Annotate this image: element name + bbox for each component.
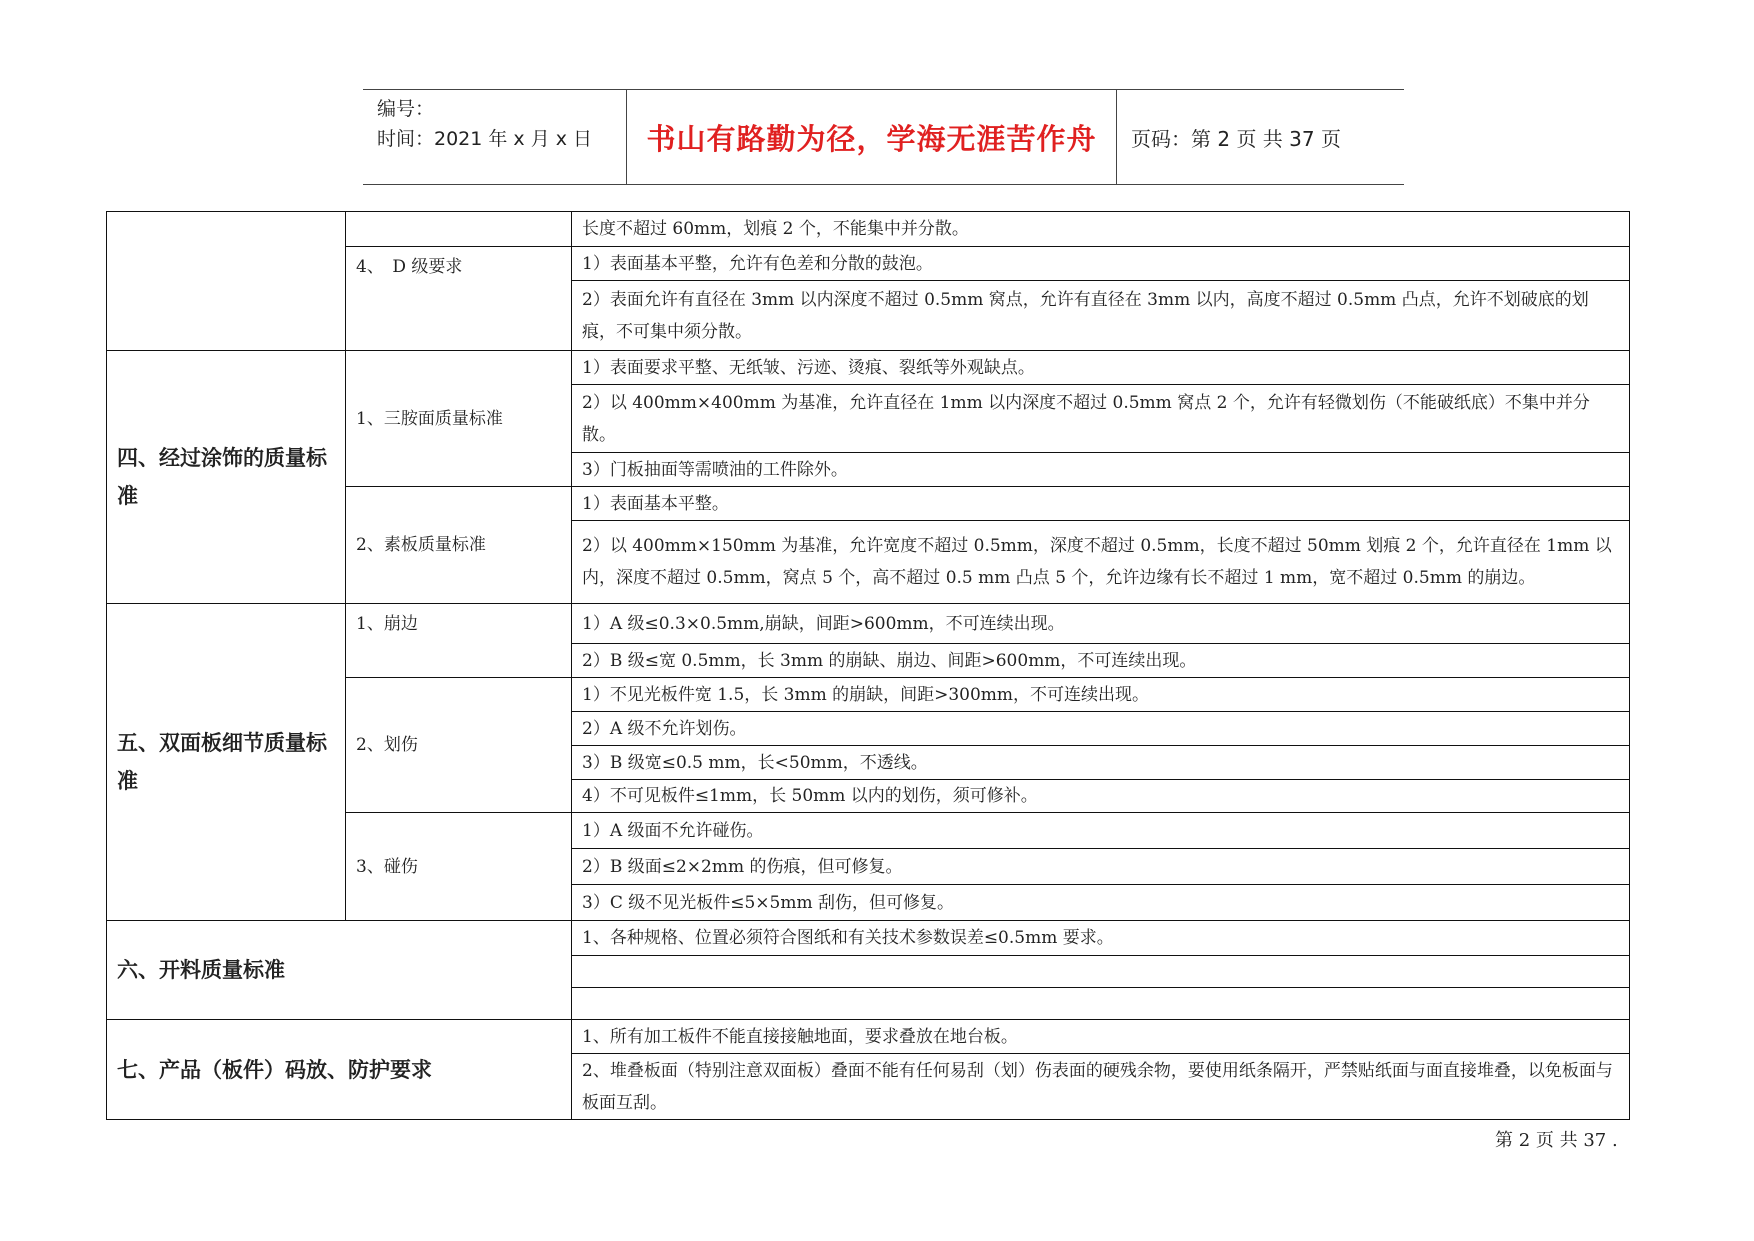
document-number-label: 编号： (377, 98, 435, 120)
subsection-d-grade: 4、 D 级要求 (346, 247, 572, 351)
table-row-text: 2、堆叠板面（特别注意双面板）叠面不能有任何易刮（划）伤表面的硬残余物，要使用纸条隔开，严禁贴纸面与面直接堆叠，以免板面与板面互刮。 (572, 1054, 1630, 1120)
table-row-text: 1）A 级≤0.3×0.5mm,崩缺，间距>600mm，不可连续出现。 (572, 604, 1630, 644)
table-row-text: 1、各种规格、位置必须符合图纸和有关技术参数误差≤0.5mm 要求。 (572, 921, 1630, 956)
table-row-text: 2）以 400mm×150mm 为基准，允许宽度不超过 0.5mm，深度不超过 0.5mm，长度不超过 50mm 划痕 2 个，允许直径在 1mm 以内，深度不超过 0.5mm，窝点 5 个，高不超过 0.5 mm 凸点 5 个，允许边缘有长不超过 1 mm，宽不超过 0.5mm 的崩边。 (572, 521, 1630, 604)
page-footer: 第 2 页 共 37 . (1495, 1130, 1618, 1151)
table-row-text: 1）表面要求平整、无纸皱、污迹、烫痕、裂纸等外观缺点。 (572, 351, 1630, 385)
subsection-scratch: 2、划伤 (346, 678, 572, 813)
table-row-empty (572, 988, 1630, 1020)
section-title-double-board: 五、双面板细节质量标准 (106, 604, 346, 921)
subsection-plain-board: 2、素板质量标准 (346, 487, 572, 604)
table-row-text: 1、所有加工板件不能直接接触地面，要求叠放在地台板。 (572, 1020, 1630, 1054)
table-row-empty (572, 956, 1630, 988)
section-title-cutting: 六、开料质量标准 (106, 921, 572, 1020)
table-row-text: 2）A 级不允许划伤。 (572, 712, 1630, 746)
header-meta (363, 90, 627, 184)
table-row-text: 3）B 级宽≤0.5 mm，长<50mm，不透线。 (572, 746, 1630, 780)
table-row-text: 1）表面基本平整。 (572, 487, 1630, 521)
subsection-cell-empty (346, 211, 572, 247)
quality-standards-table (106, 211, 1630, 1120)
header-slogan: 书山有路勤为径，学海无涯苦作舟 (627, 90, 1117, 184)
table-row-text: 1）表面基本平整，允许有色差和分散的鼓泡。 (572, 247, 1630, 281)
table-row-text: 2）以 400mm×400mm 为基准，允许直径在 1mm 以内深度不超过 0.5mm 窝点 2 个，允许有轻微划伤（不能破纸底）不集中并分散。 (572, 385, 1630, 453)
table-row-text: 2）B 级面≤2×2mm 的伤痕，但可修复。 (572, 849, 1630, 885)
subsection-melamine: 1、三胺面质量标准 (346, 351, 572, 487)
subsection-bump: 3、碰伤 (346, 813, 572, 921)
section-cell-empty (106, 211, 346, 351)
table-row-text: 2）B 级≤宽 0.5mm，长 3mm 的崩缺、崩边、间距>600mm，不可连续出现。 (572, 644, 1630, 678)
table-row-text: 1）不见光板件宽 1.5，长 3mm 的崩缺，间距>300mm，不可连续出现。 (572, 678, 1630, 712)
table-row-text: 长度不超过 60mm，划痕 2 个，不能集中并分散。 (572, 211, 1630, 247)
document-date: 时间：2021 年 x 月 x 日 (377, 128, 593, 150)
header-page-info: 页码：第 2 页 共 37 页 (1131, 126, 1341, 151)
table-row-text: 2）表面允许有直径在 3mm 以内深度不超过 0.5mm 窝点，允许有直径在 3mm 以内，高度不超过 0.5mm 凸点，允许不划破底的划痕，不可集中须分散。 (572, 281, 1630, 351)
table-row-text: 3）C 级不见光板件≤5×5mm 刮伤，但可修复。 (572, 885, 1630, 921)
page-header (363, 89, 1404, 185)
subsection-edge-chipping: 1、崩边 (346, 604, 572, 678)
table-row-text: 3）门板抽面等需喷油的工件除外。 (572, 453, 1630, 487)
table-row-text: 1）A 级面不允许碰伤。 (572, 813, 1630, 849)
table-row-text: 4）不可见板件≤1mm，长 50mm 以内的划伤，须可修补。 (572, 780, 1630, 813)
section-title-stacking: 七、产品（板件）码放、防护要求 (106, 1020, 572, 1120)
section-title-coating: 四、经过涂饰的质量标准 (106, 351, 346, 604)
